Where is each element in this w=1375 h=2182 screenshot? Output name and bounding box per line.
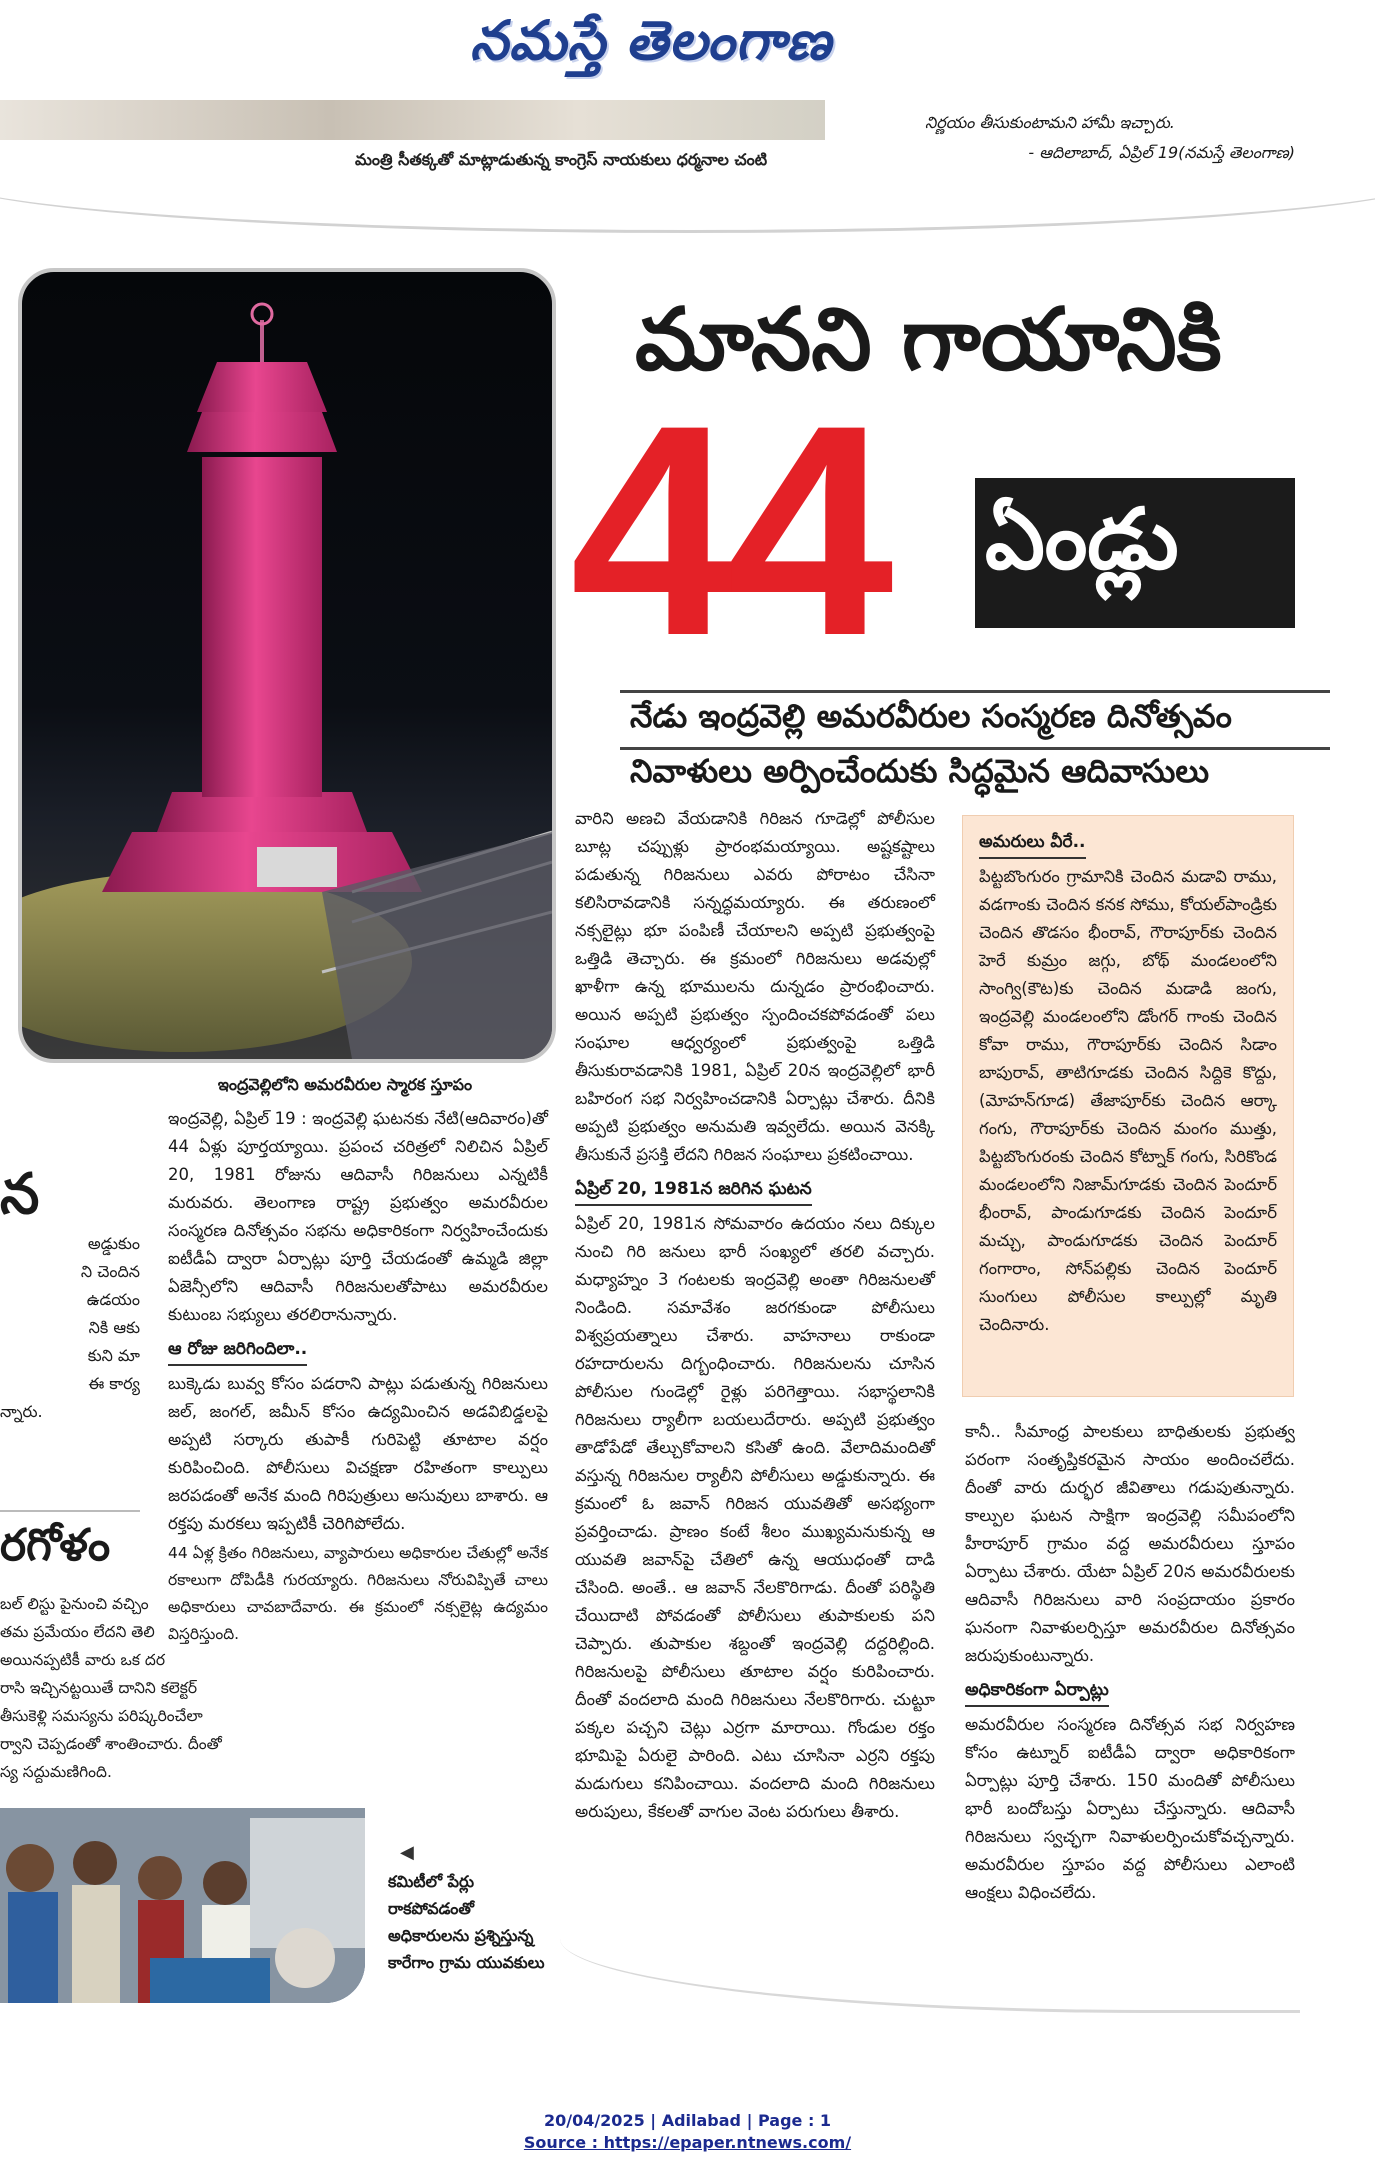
subheadline-2: నివాళులు అర్పించేందుకు సిద్ధమైన ఆదివాసులు [630, 752, 1210, 790]
sidebar-title: అమరులు వీరే.. [979, 828, 1086, 859]
left-partial-line2: బల్ లిస్టు పైనుంచి వచ్చిం [0, 1595, 149, 1613]
memorial-illustration [22, 272, 552, 1059]
youth-photo [0, 1808, 365, 2003]
section-curve-divider [0, 120, 1375, 233]
article-column-3 [965, 1418, 1295, 1909]
left-partial-line: ని చెందిన [80, 1262, 140, 1281]
left-partial-story [0, 1160, 140, 1426]
subhead-official-arrangements: అధికారికంగా ఏర్పాట్లు [965, 1676, 1109, 1707]
youth-illustration [0, 1808, 365, 2003]
left-partial-line: ఈ కార్య [88, 1374, 140, 1393]
article-column-1 [168, 1105, 548, 1650]
article-intro: ఇంద్రవెల్లి, ఏప్రిల్ 19 : ఇంద్రవెల్లి ఘటనకు నేటి(ఆదివారం)తో 44 ఏళ్లు పూర్తయ్యాయి. ప్రపంచ చరిత్రలో నిలిచిన ఏప్రిల్ 20, 1981 రోజును ఆదివాసీ గిరిజనులు ఎన్నటికీ మరువరు. తెలంగాణ రాష్ట్ర ప్రభుత్వం అమరవీరుల సంస్మరణ దినోత్సవం సభను అధికారికంగా నిర్వహించేందుకు ఐటీడీఏ ద్వారా ఏర్పాట్లు పూర్తి చేయడంతో ఉమ్మడి జిల్లా ఏజెన్సీలోని ఆదివాసీ గిరిజనులతోపాటు అమరవీరుల కుటుంబ సభ్యులు తరలిరానున్నారు. [168, 1109, 548, 1324]
subhead-that-day: ఆ రోజు జరిగిందిలా.. [168, 1335, 307, 1366]
left-partial-big-char: న [0, 1162, 40, 1227]
left-divider [0, 1510, 140, 1512]
caption-pointer-icon: ◀ [400, 1842, 414, 1863]
left-partial-line2: ర్వాని చెప్పడంతో శాంతించారు. దీంతో [0, 1735, 222, 1753]
article-col3-p1: కానీ.. సీమాంధ్ర పాలకులు బాధితులకు ప్రభుత్వ పరంగా సంతృప్తికరమైన సాయం అందించలేదు. దీంతో వారు దుర్భర జీవితాలు గడుపుతున్నారు. కాల్పుల ఘటన సాక్షిగా ఇంద్రవెల్లి సమీపంలోని హీరాపూర్ గ్రామం వద్ద అమరవీరులు స్తూపం ఏర్పాటు చేశారు. యేటా ఏప్రిల్ 20న అమరవీరులకు ఆదివాసీ గిరిజనులు వారి సంప్రదాయం ప్రకారం ఘనంగా నివాళులర్పిస్తూ అమరవీరుల దినోత్సవం జరుపుకుంటున్నారు. [965, 1422, 1295, 1665]
headline-line1: మానని గాయానికి [635, 290, 1222, 390]
left-partial-story-2 [0, 1590, 275, 1786]
left-partial-line2: స్య సద్దుమణిగింది. [0, 1763, 112, 1781]
top-right-line1: నిర్ణయం తీసుకుంటామని హామీ ఇచ్చారు. [925, 113, 1175, 132]
left-partial-line: నికి ఆకు [88, 1318, 140, 1337]
top-photo-caption: మంత్రి సీతక్కతో మాట్లాడుతున్న కాంగ్రెస్ నాయకులు ధర్మనాల చంటి [355, 150, 768, 169]
article-body-1: బుక్కెడు బువ్వ కోసం పడరాని పాట్లు పడుతున్న గిరిజనులు జల్, జంగల్, జమీన్ కోసం ఉద్యమించిన అడవిబిడ్డలపై అప్పటి సర్కారు తుపాకీ గురిపెట్టి తూటాల వర్షం కురిపించింది. పోలీసులు విచక్షణా రహితంగా కాల్పులు జరపడంతో అనేక మంది గిరిపుత్రులు అసువులు బాశారు. ఆ రక్తపు మరకలు ఇప్పటికీ చెరిగిపోలేదు. [168, 1374, 548, 1533]
headline-number: 44 [570, 362, 884, 698]
youth-caption-line: కారేగాం గ్రామ యువకులు [388, 1953, 545, 1972]
subheadline-1: నేడు ఇంద్రవెల్లి అమరవీరుల సంస్మరణ దినోత్సవం [620, 690, 1330, 750]
footer-source-link[interactable]: Source : https://epaper.ntnews.com/ [523, 2133, 852, 2152]
article-body-2: 44 ఏళ్ల క్రితం గిరిజనులు, వ్యాపారులు అధికారుల చేతుల్లో అనేక రకాలుగా దోపిడీకి గురయ్యారు. గిరిజనులు నోరువిప్పితే చాలు అధికారులు చావబాదేవారు. ఈ క్రమంలో నక్సలైట్ల ఉద్యమం విస్తరిస్తుంది. [168, 1544, 548, 1643]
article-col3-p2: అమరవీరుల సంస్మరణ దినోత్సవ సభ నిర్వహణ కోసం ఉట్నూర్ ఐటీడీఏ ద్వారా అధికారికంగా ఏర్పాట్లు పూర్తి చేశారు. 150 మందితో పోలీసులు భారీ బందోబస్తు ఏర్పాటు చేస్తున్నారు. ఆదివాసీ గిరిజనులు స్వచ్ఛగా నివాళులర్పించుకోవచ్చన్నారు. అమరవీరుల స్తూపం వద్ద పోలీసులు ఎలాంటి ఆంక్షలు విధించలేదు. [965, 1715, 1295, 1902]
sidebar-body: పిట్టబొంగురం గ్రామానికి చెందిన మడావి రాము, వడగాంకు చెందిన కనక సోము, కోయల్‌పాండ్రికు చెందిన తొడసం భీంరావ్, గౌరాపూర్‌కు చెందిన హెరే కుమ్రం జగ్గు, బోథ్ మండలంలోని సాంగ్వి(కౌట)కు చెందిన మడాడి జంగు, ఇంద్రవెల్లి మండలంలోని డోంగర్ గాంకు చెందిన కోవా రాము, గౌరాపూర్‌కు చెందిన సిడాం బాపురావ్, తాటిగూడకు చెందిన సిద్దికె కొద్దు, (మోహన్‌గూడ) తేజాపూర్‌కు చెందిన ఆర్కా గంగు, గౌరాపూర్‌కు చెందిన మంగం ముత్తు, పిట్టబొంగురంకు చెందిన కోట్నాక్ గంగు, సిరికొండ మండలంలోని నిజామ్‌గూడకు చెందిన పెందూర్ భీంరావ్, పాండుగూడకు చెందిన పెందూర్ మచ్చు, పాండుగూడకు చెందిన పెందూర్ గంగారాం, సోన్‌పల్లికు చెందిన పెందూర్ సుంగులు పోలీసుల కాల్పుల్లో మృతి చెందినారు. [979, 867, 1277, 1334]
left-partial-line2: అయినప్పటికీ వారు ఒక దర [0, 1651, 166, 1669]
top-right-line2: - ఆదిలాబాద్, ఏప్రిల్ 19(నమస్తే తెలంగాణ) [1028, 143, 1295, 162]
left-partial-heading: రగోళం [0, 1520, 111, 1571]
bottom-curve-divider [560, 1920, 1300, 2013]
footer-date-line: 20/04/2025 | Adilabad | Page : 1 [543, 2111, 832, 2130]
youth-caption-line: కమిటీలో పేర్లు [388, 1872, 475, 1891]
headline-years: ఏండ్లు [985, 490, 1179, 588]
martyrs-sidebar [962, 815, 1294, 1397]
masthead-title: నమస్తే తెలంగాణ [470, 8, 832, 72]
left-partial-line: ఉడయం [86, 1290, 140, 1309]
article-col2-p2: ఏప్రిల్ 20, 1981న సోమవారం ఉదయం నలు దిక్కుల నుంచి గిరి జనులు భారీ సంఖ్యలో తరలి వచ్చారు. మధ్యాహ్నం 3 గంటలకు ఇంద్రవెల్లి అంతా గిరిజనులతో నిండింది. సమావేశం జరగకుండా పోలీసులు విశ్వప్రయత్నాలు చేశారు. వాహనాలు రాకుండా రహదారులను దిగ్బంధించారు. గిరిజనులను చూసిన పోలీసుల గుండెల్లో రైళ్లు పరిగెత్తాయి. సభాస్థలానికి గిరిజనులు ర్యాలీగా బయలుదేరారు. అప్పటి ప్రభుత్వం తాడోపేడో తేల్చుకోవాలని కసితో ఉంది. వేలాదిమందితో వస్తున్న గిరిజనుల ర్యాలీని పోలీసులు అడ్డుకున్నారు. ఈ క్రమంలో ఓ జవాన్ గిరిజన యువతితో అసభ్యంగా ప్రవర్తించాడు. ప్రాణం కంటే శీలం ముఖ్యమనుకున్న ఆ యువతి జవాన్‌పై చేతిలో ఉన్న ఆయుధంతో దాడి చేసింది. అంతే.. ఆ జవాన్ నేలకొరిగాడు. దీంతో పరిస్థితి చేయిదాటి పోవడంతో పోలీసులు తుపాకులకు పని చెప్పారు. తుపాకుల శబ్దంతో ఇంద్రవెల్లి దద్దరిల్లింది. గిరిజనులపై పోలీసులు తూటాల వర్షం కురిపించారు. దీంతో వందలాది మంది గిరిజనులు నేలకొరిగారు. చుట్టూ పక్కల పచ్చని చెట్లు ఎర్రగా మారాయి. గోండుల రక్తం భూమిపై ఏరులై పారింది. ఎటు చూసినా ఎర్రని రక్తపు మడుగులు కనిపించాయి. వందలాది మంది గిరిజనులు అరుపులు, కేకలతో వాగుల వెంట పరుగులు తీశారు. [575, 1214, 935, 1821]
youth-caption-line: అధికారులను ప్రశ్నిస్తున్న [388, 1926, 534, 1945]
youth-caption-line: రాకపోవడంతో [388, 1899, 474, 1918]
memorial-photo [18, 268, 556, 1063]
subhead-april-20: ఏప్రిల్ 20, 1981న జరిగిన ఘటన [575, 1175, 812, 1206]
left-partial-line2: తమ ప్రమేయం లేదని తెలి [0, 1623, 155, 1641]
left-partial-line: న్నారు. [0, 1402, 43, 1421]
memorial-photo-caption: ఇంద్రవెల్లిలోని అమరవీరుల స్మారక స్తూపం [217, 1075, 473, 1094]
left-partial-line: అడ్డుకుం [87, 1234, 140, 1253]
left-partial-line2: రాసి ఇచ్చినట్టయితే దానిని కలెక్టర్ [0, 1679, 198, 1697]
article-column-2 [575, 805, 935, 1828]
left-partial-line: కుని మా [87, 1346, 140, 1365]
page-footer [0, 2110, 1375, 2154]
article-col2-p1: వారిని అణచి వేయడానికి గిరిజన గూడెల్లో పోలీసుల బూట్ల చప్పుళ్లు ప్రారంభమయ్యాయి. అష్టకష్టాలు పడుతున్న గిరిజనులు ఎవరు పోరాటం చేసినా కలిసిరావడానికి సన్నద్ధమయ్యారు. ఈ తరుణంలో నక్సలైట్లు భూ పంపిణీ చేయాలని అప్పటి ప్రభుత్వంపై ఒత్తిడి తెచ్చారు. ఈ క్రమంలో గిరిజనులు అడవుల్లో ఖాళీగా ఉన్న భూములను దున్నడం ప్రారంభించారు. అయిన అప్పటి ప్రభుత్వం స్పందించకపోవడంతో పలు సంఘాల ఆధ్వర్యంలో ప్రభుత్వంపై ఒత్తిడి తీసుకురావడానికి 1981, ఏప్రిల్ 20న ఇంద్రవెల్లిలో భారీ బహిరంగ సభ నిర్వహించడానికి ఏర్పాట్లు చేశారు. దీనికి అప్పటి ప్రభుత్వం అనుమతి ఇవ్వలేదు. అయిన వెనక్కి తీసుకునే ప్రసక్తి లేదని గిరిజన సంఘాలు ప్రకటించాయి. [575, 809, 935, 1164]
left-partial-line2: తీసుకెళ్లి సమస్యను పరిష్కరించేలా [0, 1707, 203, 1725]
